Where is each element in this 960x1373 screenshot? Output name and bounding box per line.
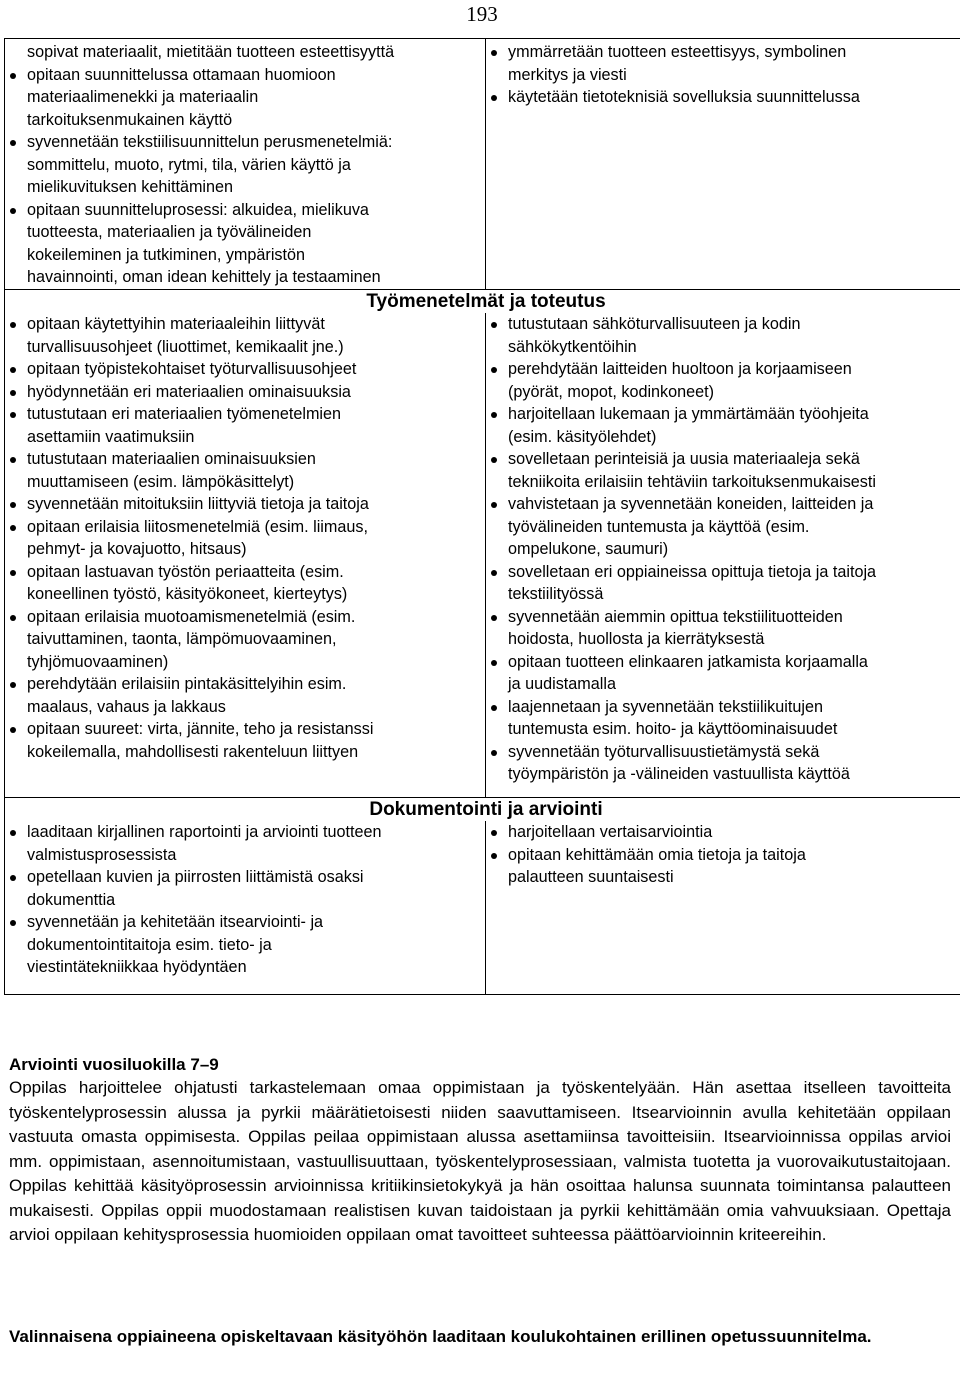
list-item: (esim. käsityölehdet)	[508, 427, 657, 446]
list-item: syvennetään tekstiilisuunnittelun perusmenetelmiä:	[5, 131, 481, 154]
list-item: vahvistetaan ja syvennetään koneiden, laitteiden ja	[486, 493, 960, 516]
list-item: ompelukone, saumuri)	[508, 540, 669, 558]
list-item: taivuttaminen, taonta, lämpömuovaaminen,	[27, 630, 337, 648]
list-item: laaditaan kirjallinen raportointi ja arviointi tuotteen	[5, 821, 481, 844]
list-item: opetellaan kuvien ja piirrosten liittämistä osaksi	[5, 866, 481, 889]
list-item: opitaan lastuavan työstön periaatteita (esim.	[5, 561, 481, 584]
list-item: työympäristön ja -välineiden vastuullista käyttöä	[508, 765, 850, 783]
list-item: työvälineiden tuntemusta ja käyttöä (esim.	[508, 517, 810, 536]
assessment-body: Oppilas harjoittelee ohjatusti tarkastelemaan omaa oppimistaan ja työskentelyään. Hän asettaa itselleen tavoitteita työskentelyprosessin alussa ja pyrkii määrätietoisesti niiden saavuttamiseen. Itsearvioinnin avulla kehitetään oppilaan vastuuta omasta oppimisesta. Oppilas peilaa oppimistaan alussa asettamiinsa tavoitteisiin. Itsearvioinnissa oppilas arvioi mm. oppimistaan, asennoitumistaan, vastuullisuuttaan, työskentelyprosessiaan, valmista tuotetta ja vuorovaikutustaitojaan. Oppilas kehittää käsityöprosessin arvioinnissa kritiikinsietokykyä ja hän osoittaa halunsa suunnata toimintansa palautteen mukaisesti. Oppilas oppii muodostamaan realistisen kuvan taidoistaan ja pyrkii kehittämään omia vahvuuksiaan. Opettaja arvioi oppilaan kehitysprosessia huomioiden oppilaan omat tavoitteet suhteessa päättöarvioinnin kriteereihin.	[9, 1078, 951, 1244]
list-item: tekniikoita erilaisiin tehtäviin tarkoituksenmukaisesti	[508, 472, 876, 491]
list-item: perehdytään erilaisiin pintakäsittelyihin esim.	[5, 673, 481, 696]
list-item: palautteen suuntaisesti	[508, 868, 674, 886]
list-item: tarkoituksenmukainen käyttö	[27, 110, 233, 129]
list-item: ymmärretään tuotteen esteettisyys, symbolinen	[486, 41, 960, 64]
list-item: tutustutaan materiaalien ominaisuuksien	[5, 448, 481, 471]
list-item: tuntemusta esim. hoito- ja käyttöominaisuudet	[508, 720, 838, 738]
list-item: maalaus, vahaus ja lakkaus	[27, 697, 226, 716]
block3-columns	[5, 821, 960, 994]
list-item: mielikuvituksen kehittäminen	[27, 178, 234, 196]
list-item: syvennetään ja kehitetään itsearviointi- ja	[5, 911, 481, 934]
list-item: valmistusprosessista	[27, 845, 177, 864]
curriculum-table	[4, 38, 960, 995]
list-item: sähkökytkentöihin	[508, 337, 637, 356]
table-row	[5, 290, 960, 798]
list-item: tuotteesta, materiaalien ja työvälineiden	[27, 223, 312, 241]
table-row	[5, 39, 960, 290]
block1-right-list	[486, 41, 960, 109]
list-item: opitaan käytettyihin materiaaleihin liittyvät	[5, 313, 481, 336]
block3-left-list	[5, 821, 481, 979]
table-row	[5, 798, 960, 995]
block2-cell	[5, 290, 960, 798]
list-item: sovelletaan perinteisiä ja uusia materiaaleja sekä	[486, 448, 960, 471]
block2-columns	[5, 313, 960, 797]
list-item: opitaan erilaisia liitosmenetelmiä (esim. liimaus,	[5, 516, 481, 539]
list-item: viestintätekniikkaa hyödyntäen	[27, 958, 247, 976]
list-item: asettamiin vaatimuksiin	[27, 427, 195, 446]
list-item: perehdytään laitteiden huoltoon ja korjaamiseen	[486, 358, 960, 381]
list-item: tutustutaan eri materiaalien työmenetelmien	[5, 403, 481, 426]
assessment-section	[9, 1054, 951, 1248]
list-item: tutustutaan sähköturvallisuuteen ja kodin	[486, 313, 960, 336]
list-item: ja uudistamalla	[508, 675, 616, 693]
block2-right-col	[486, 313, 960, 797]
list-item: opitaan työpistekohtaiset työturvallisuusohjeet	[5, 358, 481, 381]
list-item: sovelletaan eri oppiaineissa opittuja tietoja ja taitoja	[486, 561, 960, 584]
block1-left-list	[5, 41, 481, 289]
list-item: hyödynnetään eri materiaalien ominaisuuksia	[5, 381, 481, 404]
list-item: harjoitellaan lukemaan ja ymmärtämään työohjeita	[486, 403, 960, 426]
list-item: merkitys ja viesti	[508, 65, 627, 84]
list-item: sopivat materiaalit, mietitään tuotteen esteettisyyttä	[27, 43, 395, 61]
list-item: kokeilemalla, mahdollisesti rakenteluun liittyen	[27, 742, 359, 761]
list-item: koneellinen työstö, käsityökoneet, kierteytys)	[27, 585, 348, 603]
list-item: muuttamiseen (esim. lämpökäsittelyt)	[27, 472, 295, 491]
list-item: opitaan suunnittelussa ottamaan huomioon	[5, 64, 481, 87]
list-item: syvennetään mitoituksiin liittyviä tietoja ja taitoja	[5, 493, 481, 516]
assessment-title: Arviointi vuosiluokilla 7–9	[9, 1055, 219, 1074]
block2-right-list	[486, 313, 960, 786]
list-item: opitaan suureet: virta, jännite, teho ja resistanssi	[5, 718, 481, 741]
page-number: 193	[466, 2, 498, 26]
list-item: opitaan suunnitteluprosessi: alkuidea, mielikuva	[5, 199, 481, 222]
list-item: käytetään tietoteknisiä sovelluksia suunnittelussa	[486, 86, 960, 109]
list-item: opitaan kehittämään omia tietoja ja taitoja	[486, 844, 960, 867]
list-item: kokeileminen ja tutkiminen, ympäristön	[27, 245, 306, 264]
block2-left-col	[5, 313, 486, 797]
list-item: (pyörät, mopot, kodinkoneet)	[508, 382, 715, 401]
section-heading-documentation: Dokumentointi ja arviointi	[369, 799, 603, 820]
block2-left-list	[5, 313, 481, 763]
block3-right-col	[486, 821, 960, 994]
list-item: syvennetään työturvallisuustietämystä sekä	[486, 741, 960, 764]
block3-right-list	[486, 821, 960, 889]
list-item: opitaan erilaisia muotoamismenetelmiä (esim.	[5, 606, 481, 629]
list-item: sommittelu, muoto, rytmi, tila, värien käyttö ja	[27, 155, 351, 174]
optional-note: Valinnaisena oppiaineena opiskeltavaan käsityöhön laaditaan koulukohtainen erillinen opetussuunnitelma.	[9, 1327, 872, 1346]
list-item: materiaalimenekki ja materiaalin	[27, 88, 259, 106]
list-item: havainnointi, oman idean kehittely ja testaaminen	[27, 268, 381, 286]
list-item: syvennetään aiemmin opittua tekstiilituotteiden	[486, 606, 960, 629]
list-item: turvallisuusohjeet (liuottimet, kemikaalit jne.)	[27, 337, 344, 356]
list-item: laajennetaan ja syvennetään tekstiilikuitujen	[486, 696, 960, 719]
list-item: pehmyt- ja kovajuotto, hitsaus)	[27, 540, 247, 558]
list-item: opitaan tuotteen elinkaaren jatkamista korjaamalla	[486, 651, 960, 674]
list-item: harjoitellaan vertaisarviointia	[486, 821, 960, 844]
block1-right-cell	[486, 39, 960, 290]
block3-left-col	[5, 821, 486, 994]
list-item: tekstiilityössä	[508, 585, 604, 603]
list-item: hoidosta, huollosta ja kierrätyksestä	[508, 630, 765, 648]
list-item: dokumentointitaitoja esim. tieto- ja	[27, 935, 272, 954]
list-item: dokumenttia	[27, 890, 116, 909]
list-item: tyhjömuovaaminen)	[27, 652, 169, 671]
block3-cell	[5, 798, 960, 995]
section-heading-methods: Työmenetelmät ja toteutus	[366, 291, 606, 312]
block1-left-cell	[5, 39, 486, 290]
